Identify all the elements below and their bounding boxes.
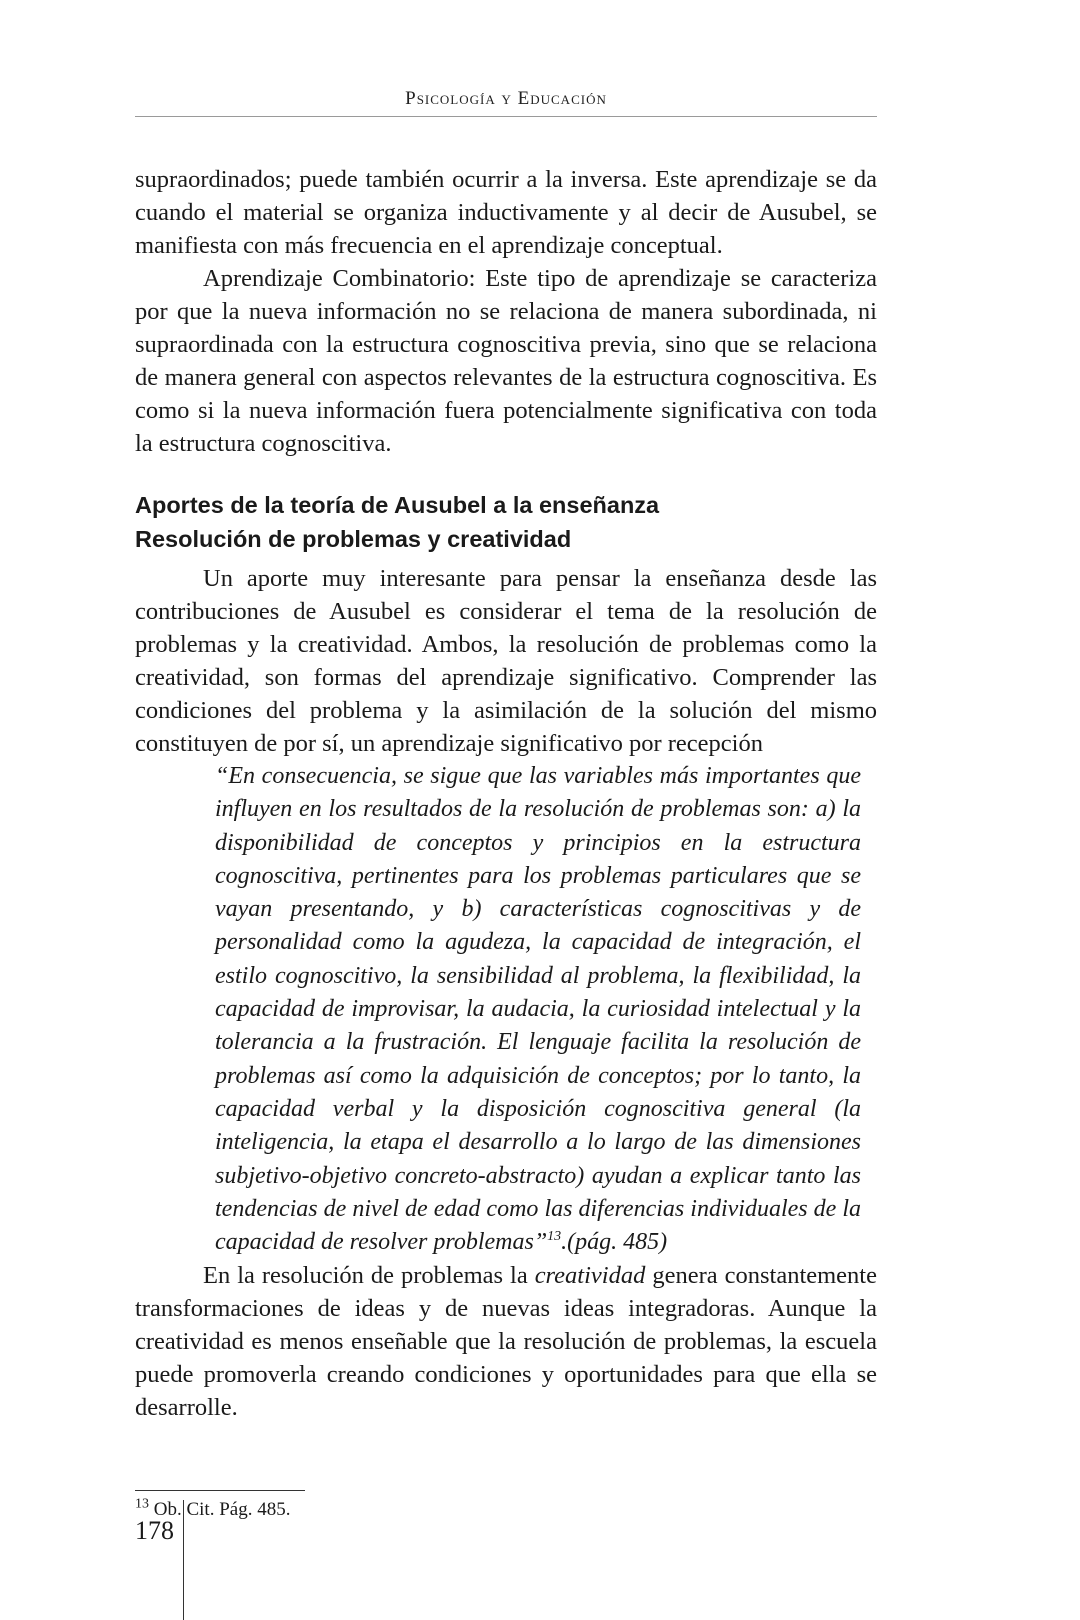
footnote-number: 13 (135, 1496, 149, 1512)
paragraph-2: Aprendizaje Combinatorio: Este tipo de aprendizaje se caracteriza por que la nueva información no se relaciona de manera subordinada, ni supraordinada con la estructura cognoscitiva previa, sino que se relaciona de manera general con aspectos relevantes de la estructura cognoscitiva. Es como si la nueva información fuera potencialmente significativa con toda la estructura cognoscitiva. (135, 265, 877, 457)
quote-text: “En consecuencia, se sigue que las variables más importantes que influyen en los resultados de la resolución de problemas son: a) la disponibilidad de conceptos y principios en la estructura cognoscitiva, pertinentes para los problemas particulares que se vayan presentando, y b) características cognoscitivas y de personalidad como la agudeza, la capacidad de integración, el estilo cognoscitivo, la sensibilidad al problema, la flexibilidad, la capacidad de improvisar, la audacia, la curiosidad intelectual y la tolerancia a la frustración. El lenguaje facilita la resolución de problemas así como la adquisición de conceptos; por lo tanto, la capacidad verbal y la disposición cognoscitiva general (la inteligencia, la etapa el desarrollo a lo largo de las dimensiones subjetivo-objetivo concreto-abstracto) ayudan a explicar tanto las tendencias de nivel de edad como las diferencias individuales de la capacidad de resolver problemas” (215, 763, 861, 1256)
footnote-reference: 13 (547, 1229, 562, 1245)
paragraph-3: Un aporte muy interesante para pensar la enseñanza desde las contribuciones de Ausubel es considerar el tema de la resolución de problemas y la creatividad. Ambos, la resolución de problemas como la creatividad, son formas del aprendizaje significativo. Comprender las condiciones del problema y la asimilación de la solución del mismo constituyen de por sí, un aprendizaje significativo por recepción (135, 565, 877, 757)
quote-citation: .(pág. 485) (561, 1229, 668, 1256)
footnote-text: Ob. Cit. Pág. 485. (153, 1499, 291, 1520)
block-quote (215, 760, 861, 1259)
footnote-rule (135, 1490, 305, 1491)
emphasis-creatividad: creatividad (534, 1262, 646, 1290)
subsection-heading: Resolución de problemas y creatividad (135, 526, 572, 552)
section-headings (135, 488, 877, 556)
header-rule (135, 116, 877, 117)
margin-rule (183, 1500, 184, 1620)
paragraph-4: En la resolución de problemas la creatividad genera constantemente transformaciones de ideas y de nuevas ideas integradoras. Aunque la creatividad es menos enseñable que la resolución de problemas, la escuela puede promoverla creando condiciones y oportunidades para que ella se desarrolle. (135, 1262, 877, 1422)
body-text (135, 163, 877, 1424)
paragraph-1: supraordinados; puede también ocurrir a la inversa. Este aprendizaje se da cuando el material se organiza inductivamente y al decir de Ausubel, se manifiesta con más frecuencia en el aprendizaje conceptual. (135, 166, 877, 259)
section-heading: Aportes de la teoría de Ausubel a la enseñanza (135, 492, 660, 518)
running-head: Psicología y Educación (405, 88, 607, 109)
page-number: 178 (135, 1516, 174, 1545)
